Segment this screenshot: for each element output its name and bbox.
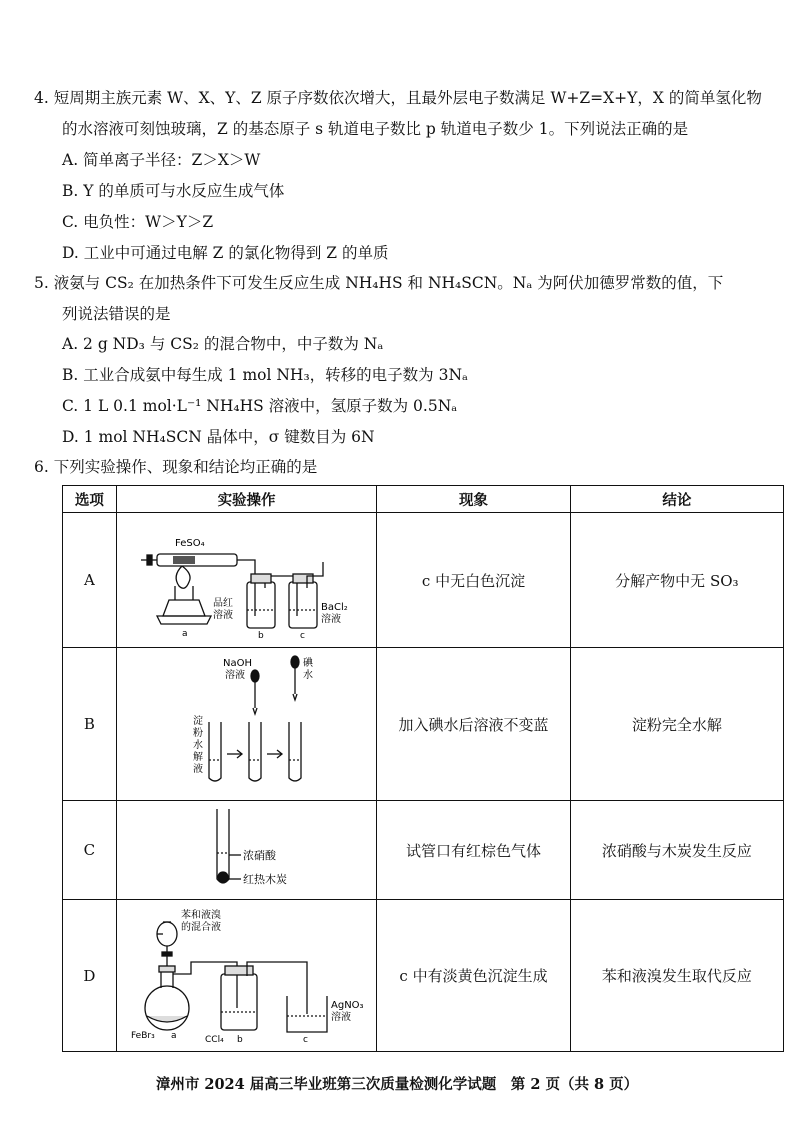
label-bacl2-solution: 溶液 (320, 613, 341, 625)
row-a-phenomenon: c 中无白色沉淀 (377, 513, 570, 648)
q5-option-b: B. 工业合成氨中每生成 1 mol NH₃，转移的电子数为 3Nₐ (62, 366, 468, 384)
row-d-option: D (63, 900, 117, 1052)
q5-option-a: A. 2 g ND₃ 与 CS₂ 的混合物中，中子数为 Nₐ (62, 335, 384, 353)
q4-option-c: C. 电负性：W＞Y＞Z (62, 213, 214, 231)
label-bacl2: BaCl₂ (320, 601, 348, 613)
label-naoh-solution: 溶液 (224, 670, 245, 681)
page-footer: 漳州市 2024 届高三毕业班第三次质量检测化学试题 第 2 页（共 8 页） (155, 1076, 639, 1093)
label-c: c (299, 630, 305, 641)
label-pinkred-solution: 溶液 (212, 609, 233, 621)
q4-option-b: B. Y 的单质可与水反应生成气体 (62, 182, 285, 200)
label-feso4: FeSO₄ (174, 537, 205, 549)
label-red-hot-carbon: 红热木炭 (242, 873, 287, 886)
row-d-phenomenon: c 中有淡黄色沉淀生成 (377, 900, 570, 1052)
label-starch-1: 淀 (192, 716, 203, 727)
table-row (63, 648, 784, 801)
q4-stem-line2: 的水溶液可刻蚀玻璃，Z 的基态原子 s 轨道电子数比 p 轨道电子数少 1。下列说法正确的是 (62, 120, 689, 138)
header-phenomenon: 现象 (377, 486, 570, 513)
label-a: a (181, 628, 188, 639)
row-b-conclusion: 淀粉完全水解 (570, 648, 783, 801)
row-c-conclusion: 浓硝酸与木炭发生反应 (570, 801, 783, 900)
q5-stem-line2: 列说法错误的是 (62, 305, 171, 323)
q4-stem-line1: 4. 短周期主族元素 W、X、Y、Z 原子序数依次增大，且最外层电子数满足 W+Z=X+Y，X 的简单氢化物 (34, 89, 762, 107)
q5-option-d: D. 1 mol NH₄SCN 晶体中，σ 键数目为 6N (62, 428, 375, 446)
label-agno3: AgNO₃ (330, 999, 364, 1011)
label-conc-nitric-acid: 浓硝酸 (242, 849, 276, 862)
q4-option-d: D. 工业中可通过电解 Z 的氯化物得到 Z 的单质 (62, 244, 389, 262)
row-a-apparatus (116, 513, 376, 648)
label-pinkred: 品红 (212, 597, 233, 609)
q5-stem-line1: 5. 液氨与 CS₂ 在加热条件下可发生反应生成 NH₄HS 和 NH₄SCN。Nₐ 为阿伏加德罗常数的值，下 (34, 274, 724, 292)
row-b-option: B (63, 648, 117, 801)
label-starch-3: 水 (192, 740, 203, 751)
starch-hydrolysis-diagram (147, 652, 347, 792)
row-c-apparatus (116, 801, 376, 900)
benzene-bromination-diagram (127, 904, 367, 1044)
label-ccl4: CCl₄ (204, 1034, 224, 1044)
table-row (63, 900, 784, 1052)
nitric-acid-carbon-diagram (167, 803, 327, 893)
row-c-option: C (63, 801, 117, 900)
q5-option-c: C. 1 L 0.1 mol·L⁻¹ NH₄HS 溶液中，氢原子数为 0.5Nₐ (62, 397, 458, 415)
row-a-option: A (63, 513, 117, 648)
label-starch-4: 解 (192, 752, 203, 763)
label-b: b (236, 1034, 243, 1044)
label-b: b (257, 630, 264, 641)
label-mixture: 的混合液 (180, 921, 221, 933)
label-iodine-2: 水 (302, 670, 313, 681)
label-benzene-bromine: 苯和液溴 (180, 909, 221, 921)
row-d-apparatus (116, 900, 376, 1052)
row-c-phenomenon: 试管口有红棕色气体 (377, 801, 570, 900)
experiment-table (62, 485, 784, 1052)
fesO4-decomposition-apparatus-diagram (127, 516, 367, 641)
header-conclusion: 结论 (570, 486, 783, 513)
label-c: c (302, 1034, 308, 1044)
label-naoh: NaOH (222, 658, 252, 669)
label-agno3-solution: 溶液 (330, 1011, 351, 1023)
header-operation: 实验操作 (116, 486, 376, 513)
q6-stem: 6. 下列实验操作、现象和结论均正确的是 (34, 458, 318, 476)
row-d-conclusion: 苯和液溴发生取代反应 (570, 900, 783, 1052)
label-febr3: FeBr₃ (130, 1030, 155, 1041)
row-b-apparatus (116, 648, 376, 801)
header-option: 选项 (63, 486, 117, 513)
table-header-row (63, 486, 784, 513)
table-row (63, 513, 784, 648)
row-b-phenomenon: 加入碘水后溶液不变蓝 (377, 648, 570, 801)
table-row (63, 801, 784, 900)
row-a-conclusion: 分解产物中无 SO₃ (570, 513, 783, 648)
label-starch-2: 粉 (192, 728, 203, 739)
label-iodine-1: 碘 (302, 658, 313, 669)
q4-option-a: A. 简单离子半径：Z＞X＞W (62, 151, 261, 169)
label-a: a (170, 1030, 177, 1041)
label-starch-5: 液 (192, 764, 203, 775)
